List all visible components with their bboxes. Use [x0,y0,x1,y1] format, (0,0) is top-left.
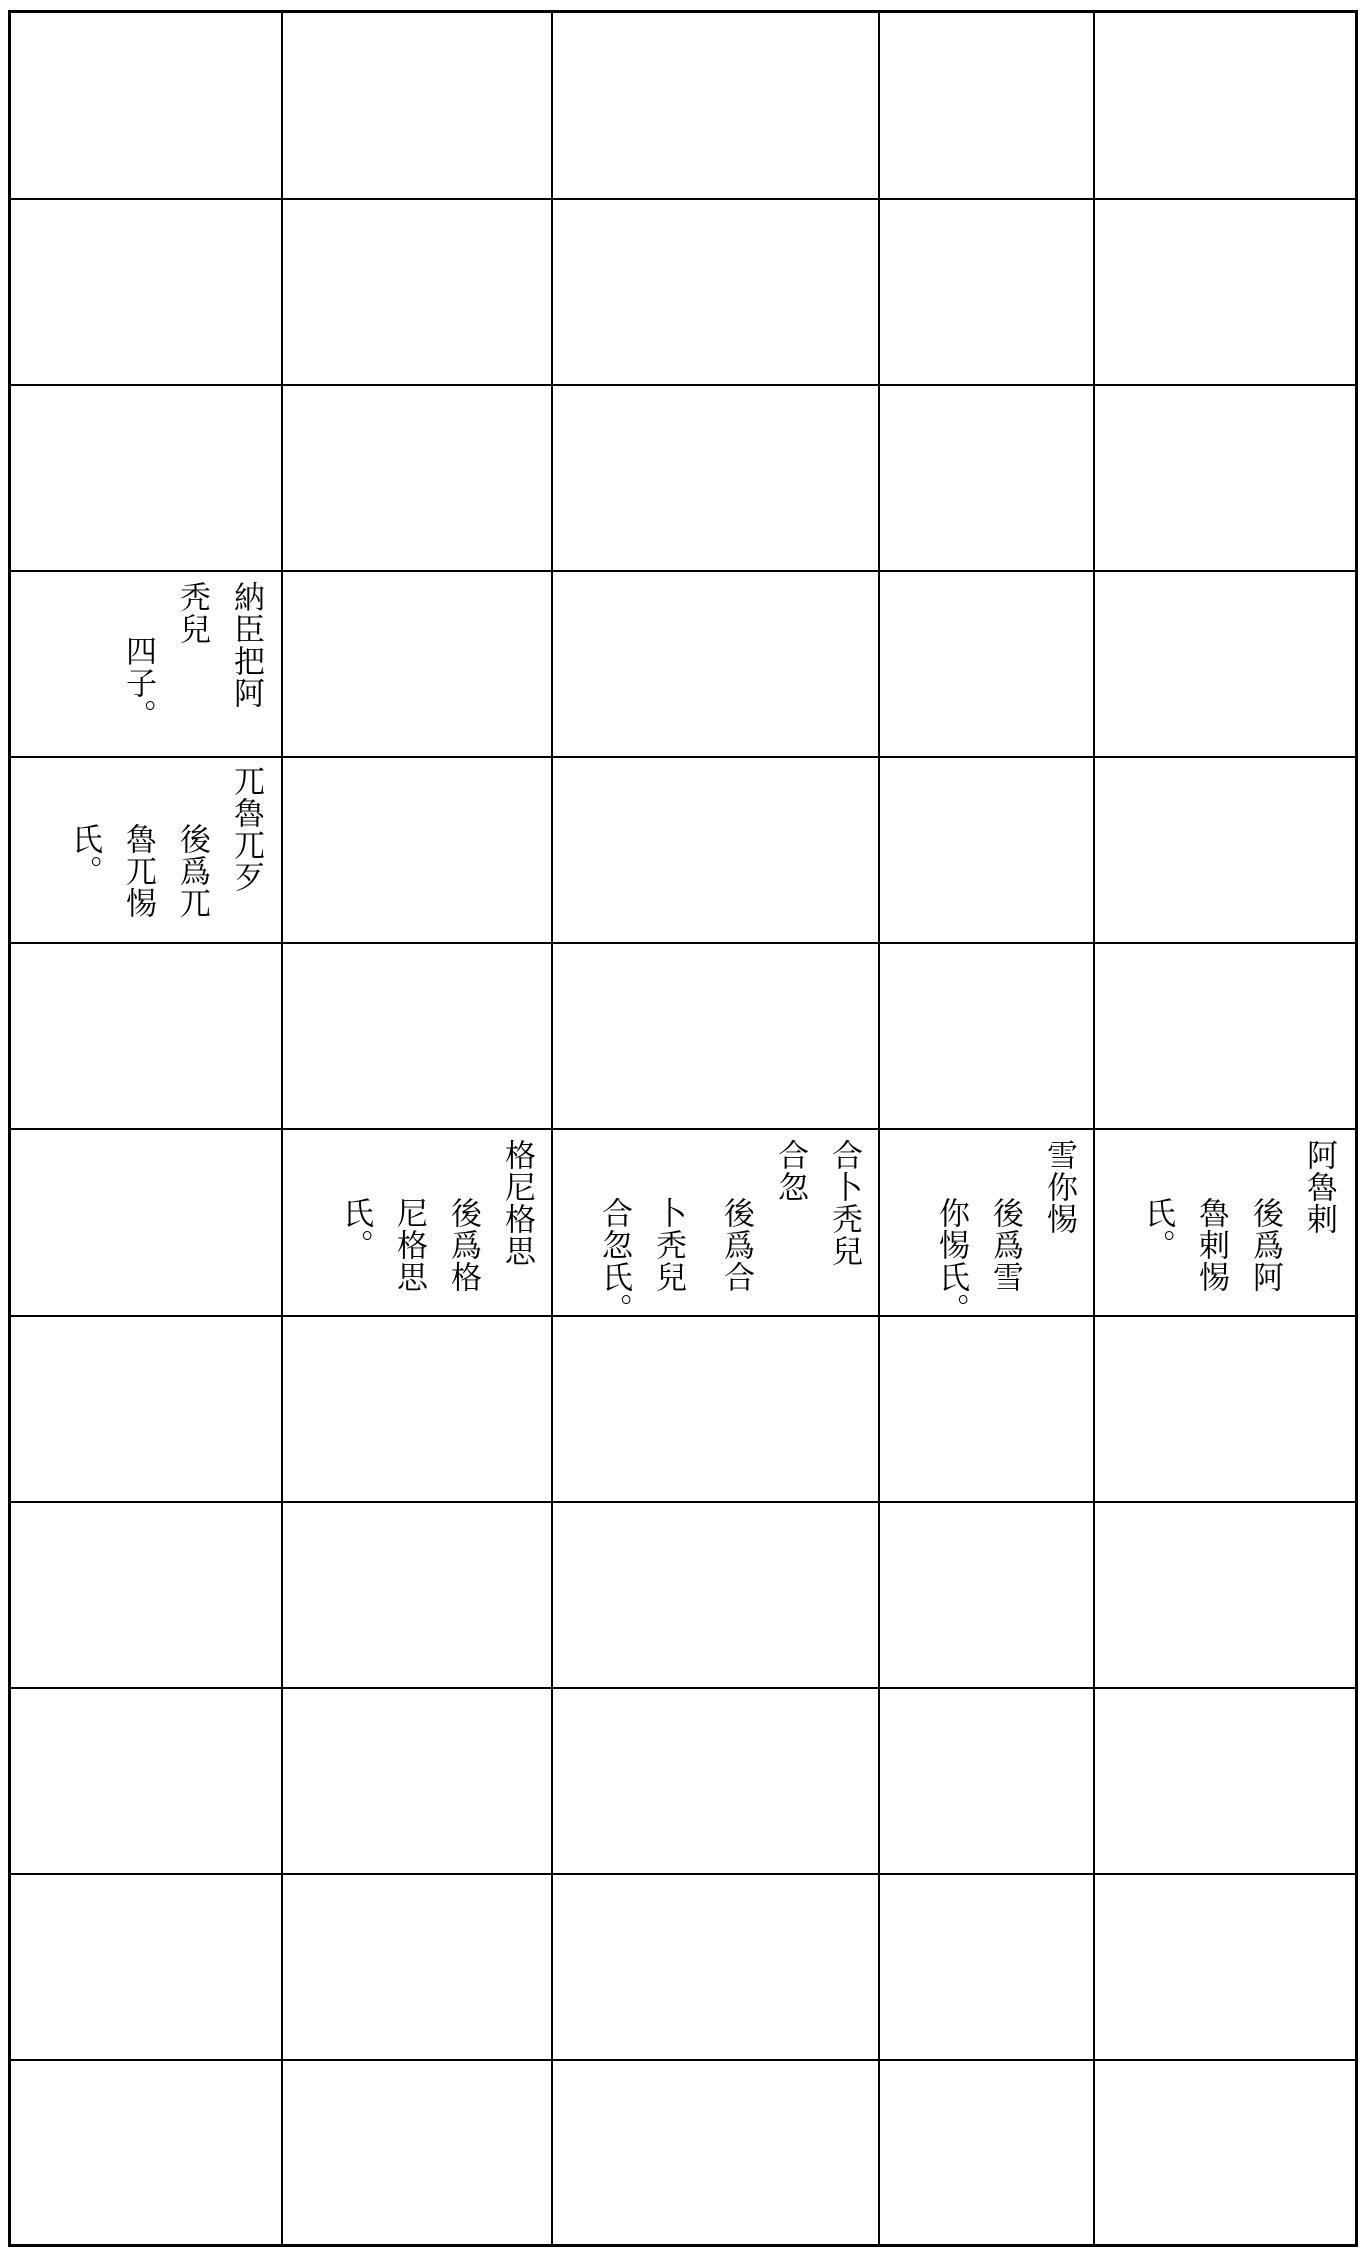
cell-line: 魯剌惕 [1193,1197,1229,1293]
cell-line: 四子。 [120,635,156,731]
row-divider [11,2059,1355,2061]
genealogy-table [8,10,1358,2247]
cell-line: 雪你惕 [1041,1139,1077,1235]
row-divider [11,1687,1355,1689]
row-divider [11,756,1355,758]
row-divider [11,570,1355,572]
cell-line: 氏。 [66,823,102,887]
cell-line: 格尼格思 [499,1139,535,1267]
table-cell [886,1139,1086,1325]
cell-line: 氏。 [1139,1197,1175,1261]
cell-line: 後爲格 [445,1197,481,1293]
row-divider [11,1315,1355,1317]
cell-line: 氏。 [337,1197,373,1261]
cell-line: 秃兒 [174,581,210,645]
cell-line: 阿魯剌 [1301,1139,1337,1235]
cell-line: 後爲合 [718,1197,754,1293]
cell-line: 尼格思 [391,1197,427,1293]
row-divider [11,942,1355,944]
row-divider [11,1128,1355,1130]
cell-line: 卜秃兒 [650,1197,686,1293]
cell-line: 納臣把阿 [228,581,264,709]
cell-line: 合忽氏。 [596,1197,632,1325]
table-cell [289,1139,544,1309]
cell-line: 後爲雪 [987,1197,1023,1293]
cell-line: 你惕氏。 [933,1197,969,1325]
table-cell [41,581,273,751]
row-divider [11,1501,1355,1503]
row-divider [11,1873,1355,1875]
cell-line: 兀魯兀歹 [228,765,264,893]
cell-line: 後爲阿 [1247,1197,1283,1293]
cell-line: 合卜秃兒 [826,1139,862,1267]
row-divider [11,198,1355,200]
table-cell [1101,1139,1346,1309]
cell-line: 合忽 [772,1139,808,1203]
row-divider [11,384,1355,386]
cell-line: 後爲兀 [174,823,210,919]
cell-line: 魯兀惕 [120,823,156,919]
table-cell [559,1139,871,1325]
table-cell [41,765,273,935]
